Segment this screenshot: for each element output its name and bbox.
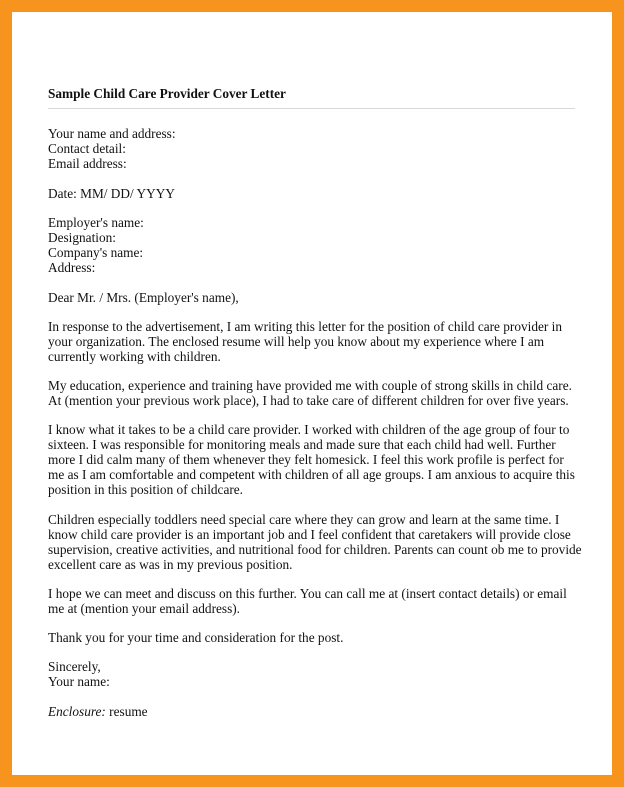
paragraph-line: currently working with children. (48, 349, 221, 364)
paragraph (48, 512, 582, 572)
recipient-line: Employer's name: (48, 215, 144, 230)
paragraph-line: My education, experience and training have provided me with couple of strong skills in child care. (48, 378, 572, 393)
sender-line: Your name and address: (48, 126, 176, 141)
paragraph-line: supervision, creative activities, and nutritional food for children. Parents can count ob me to provide (48, 542, 582, 557)
title-divider (48, 108, 575, 109)
paragraph-line: know child care provider is an important job and I feel confident that caretakers will provide close (48, 527, 571, 542)
paragraph-line: Children especially toddlers need special care where they can grow and learn at the same time. I (48, 512, 560, 527)
paragraph (48, 630, 343, 645)
closing-block (48, 659, 110, 689)
sender-block (48, 126, 176, 171)
paragraph-line: more I did calm many of them whenever they felt homesick. I feel this work profile is perfect for (48, 452, 564, 467)
paragraph-line: In response to the advertisement, I am writing this letter for the position of child care provider in (48, 319, 563, 334)
paragraph (48, 422, 575, 497)
paragraph (48, 319, 562, 364)
sender-line: Email address: (48, 156, 127, 171)
paragraph-line: me as I am comfortable and competent with children of all age groups. I am anxious to acquire this (48, 467, 575, 482)
paragraph-line: excellent care as was in my previous position. (48, 557, 293, 572)
recipient-line: Company's name: (48, 245, 144, 260)
recipient-line: Designation: (48, 230, 116, 245)
closing-line: Sincerely, (48, 659, 101, 674)
enclosure-line (48, 704, 148, 719)
enclosure-label: Enclosure: (48, 704, 106, 719)
document-page (12, 12, 612, 775)
paragraph-line: At (mention your previous work place), I had to take care of different children for over five years. (48, 393, 569, 408)
paragraph-line: your organization. The enclosed resume will help you know about my experience where I am (48, 334, 545, 349)
signature-line: Your name: (48, 674, 110, 689)
paragraph-line: Thank you for your time and consideration for the post. (48, 630, 344, 645)
salutation (48, 290, 239, 305)
recipient-block (48, 215, 144, 275)
enclosure-value: resume (105, 704, 148, 719)
date-line (48, 186, 175, 201)
recipient-line: Address: (48, 260, 96, 275)
paragraph-line: me at (mention your email address). (48, 601, 241, 616)
paragraph-line: I know what it takes to be a child care provider. I worked with children of the age group of four to (48, 422, 570, 437)
paragraph (48, 586, 567, 616)
paragraph (48, 378, 572, 408)
document-title: Sample Child Care Provider Cover Letter (48, 86, 286, 101)
date-text: Date: MM/ DD/ YYYY (48, 186, 175, 201)
salutation-text: Dear Mr. / Mrs. (Employer's name), (48, 290, 239, 305)
paragraph-line: sixteen. I was responsible for monitoring meals and made sure that each child had well. Further (48, 437, 556, 452)
paragraph-line: position in this position of childcare. (48, 482, 243, 497)
paragraph-line: I hope we can meet and discuss on this further. You can call me at (insert contact details) or email (48, 586, 567, 601)
sender-line: Contact detail: (48, 141, 126, 156)
